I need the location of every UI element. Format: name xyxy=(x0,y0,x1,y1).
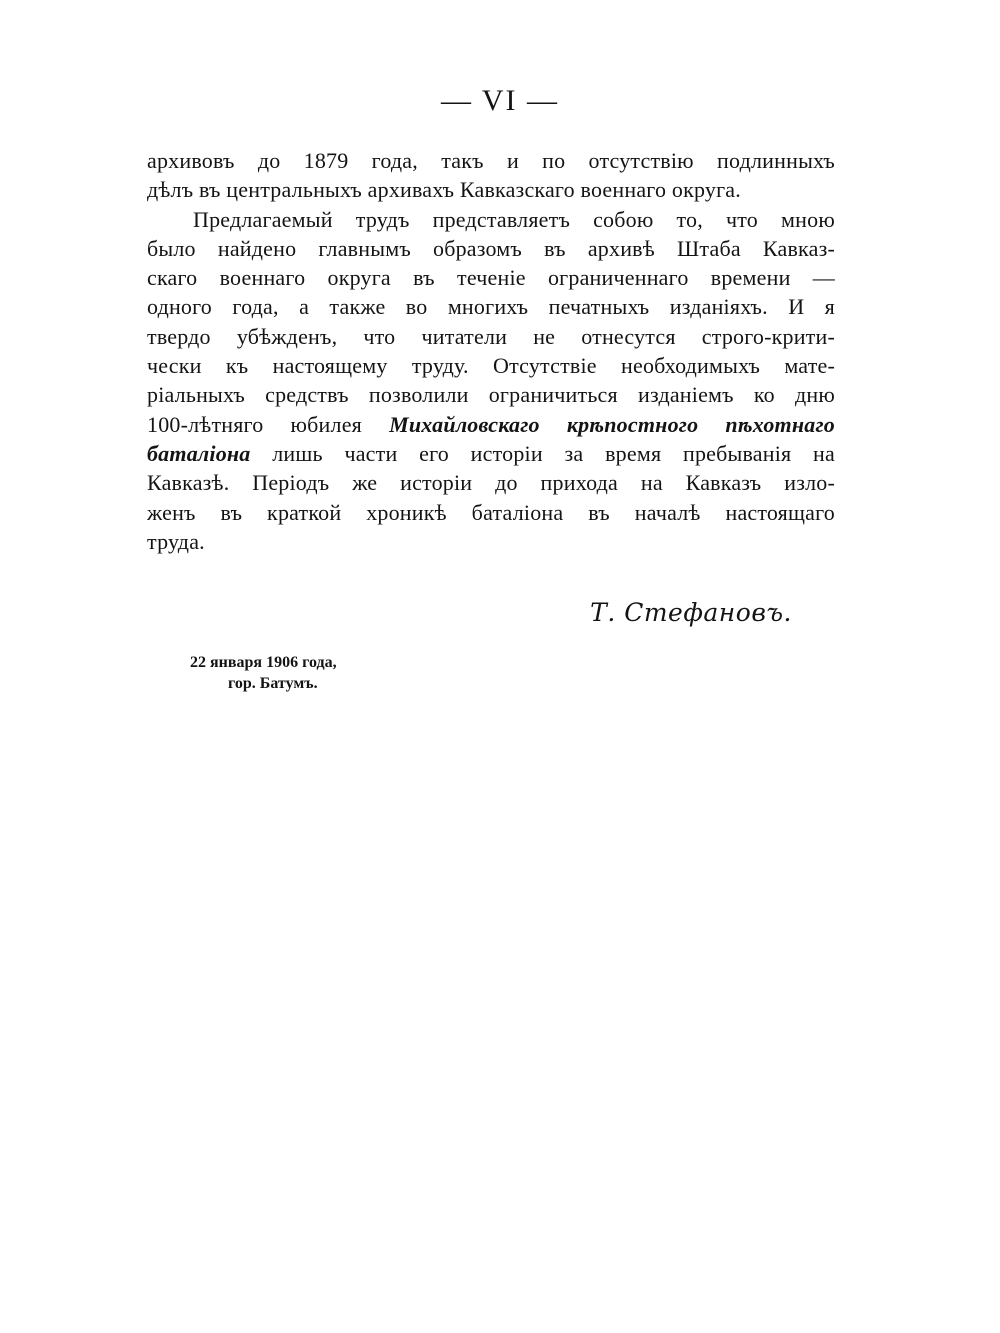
text-fragment: лишь части его исторіи за время пребыванія на xyxy=(272,440,835,466)
text-fragment: 100-лѣтняго юбилея xyxy=(147,411,362,437)
text-line: скаго военнаго округа въ теченіе ограниченнаго времени — xyxy=(147,265,835,291)
text-line: твердо убѣжденъ, что читатели не отнесутся строго-крити- xyxy=(147,323,835,349)
text-line: ріальныхъ средствъ позволили ограничиться изданіемъ ко дню xyxy=(147,382,835,408)
italic-title: Михайловскаго крѣпостного пѣхотнаго xyxy=(389,411,835,437)
text-line xyxy=(147,410,835,439)
body-text xyxy=(147,146,835,556)
italic-title: баталіона xyxy=(147,440,251,466)
text-line: чески къ настоящему труду. Отсутствіе необходимыхъ мате- xyxy=(147,353,835,379)
text-line: одного года, а также во многихъ печатныхъ изданіяхъ. И я xyxy=(147,294,835,320)
text-line xyxy=(147,439,835,468)
text-line: дѣлъ въ центральныхъ архивахъ Кавказскаго военнаго округа. xyxy=(147,177,741,203)
date-text: 22 января 1906 года, xyxy=(190,654,337,671)
dateline xyxy=(190,652,337,694)
text-line: женъ въ краткой хроникѣ баталіона въ началѣ настоящаго xyxy=(147,499,835,525)
author-signature: Т. Стефановъ. xyxy=(590,598,792,627)
text-line: Кавказѣ. Періодъ же исторіи до прихода на Кавказъ изло- xyxy=(147,470,835,496)
text-line: Предлагаемый трудъ представляетъ собою то, что мною xyxy=(193,206,835,232)
place-text: гор. Батумъ. xyxy=(228,675,318,692)
text-line: было найдено главнымъ образомъ въ архивѣ Штаба Кавказ- xyxy=(147,235,835,261)
text-line: труда. xyxy=(147,528,205,554)
text-line: архивовъ до 1879 года, такъ и по отсутствію подлинныхъ xyxy=(147,148,835,173)
page-number: — VI — xyxy=(440,84,560,117)
